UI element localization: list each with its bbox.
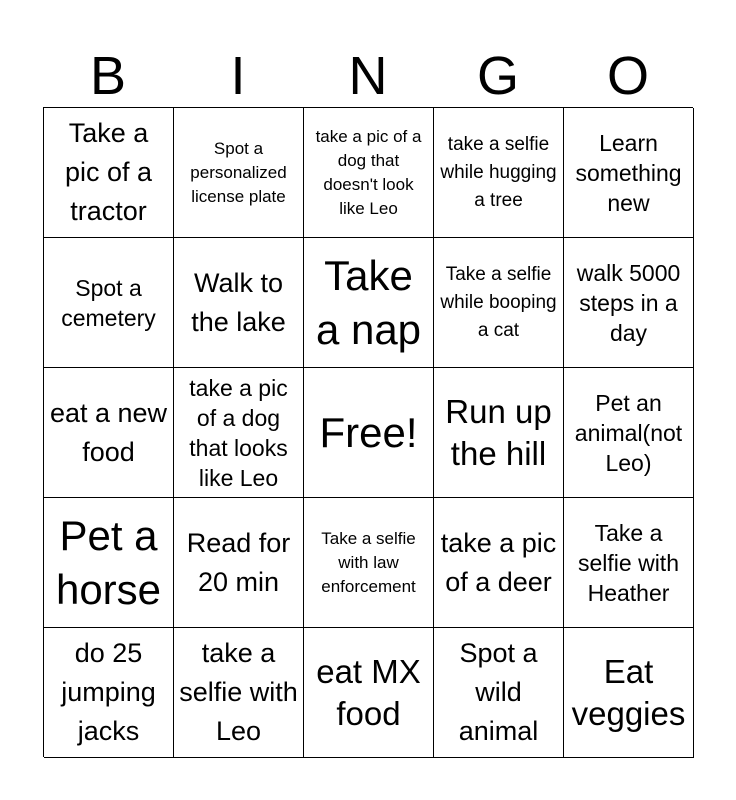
header-letter-n: N [348, 46, 388, 106]
cell-label: take a selfie with Leo [179, 638, 298, 746]
header-letter-g: G [476, 46, 519, 106]
header-letter-i: I [230, 46, 246, 106]
bingo-cell[interactable] [564, 498, 694, 628]
cell-label: Spot a wild animal [458, 638, 539, 746]
bingo-board [43, 107, 693, 757]
bingo-cell[interactable] [44, 498, 174, 628]
cell-label: Take a nap [315, 251, 422, 353]
bingo-cell[interactable] [174, 498, 304, 628]
cell-label: Take a pic of a tractor [64, 118, 153, 226]
bingo-cell[interactable] [304, 108, 434, 238]
bingo-cell[interactable] [434, 108, 564, 238]
bingo-cell[interactable] [434, 498, 564, 628]
bingo-cell[interactable] [44, 368, 174, 498]
bingo-cell[interactable] [564, 108, 694, 238]
bingo-cell[interactable] [434, 628, 564, 758]
cell-label: Pet a horse [55, 511, 162, 613]
cell-label: Walk to the lake [191, 267, 286, 337]
bingo-cell-free[interactable] [304, 368, 434, 498]
bingo-cell[interactable] [44, 628, 174, 758]
bingo-cell[interactable] [434, 368, 564, 498]
cell-label: Read for 20 min [186, 527, 291, 597]
header-letter-b: B [89, 46, 127, 106]
bingo-cell[interactable] [304, 238, 434, 368]
cell-label: Free! [319, 408, 418, 456]
bingo-cell[interactable] [44, 108, 174, 238]
cell-label: Spot a cemetery [61, 274, 156, 331]
bingo-cell[interactable] [564, 368, 694, 498]
cell-label: take a selfie while hugging a tree [440, 133, 557, 211]
cell-label: walk 5000 steps in a day [576, 259, 681, 346]
cell-label: do 25 jumping jacks [61, 638, 156, 746]
cell-label: Take a selfie with Heather [578, 519, 679, 606]
bingo-cell[interactable] [304, 628, 434, 758]
bingo-cell[interactable] [564, 628, 694, 758]
cell-label: take a pic of a dog that doesn't look like Leo [315, 126, 422, 218]
bingo-cell[interactable] [174, 108, 304, 238]
cell-label: eat a new food [49, 397, 168, 467]
bingo-cell[interactable] [304, 498, 434, 628]
cell-label: Pet an animal(not Leo) [574, 389, 683, 476]
cell-label: Run up the hill [445, 392, 552, 472]
cell-label: take a pic of a deer [440, 527, 557, 597]
bingo-header [43, 44, 693, 108]
cell-label: take a pic of a dog that looks like Leo [189, 374, 288, 491]
bingo-cell[interactable] [174, 368, 304, 498]
bingo-cell[interactable] [44, 238, 174, 368]
cell-label: Take a selfie while booping a cat [440, 263, 557, 341]
cell-label: Learn something new [575, 129, 682, 216]
bingo-cell[interactable] [564, 238, 694, 368]
cell-label: Eat veggies [571, 652, 686, 732]
bingo-cell[interactable] [434, 238, 564, 368]
cell-label: eat MX food [316, 652, 421, 732]
header-letter-o: O [606, 46, 649, 106]
bingo-cell[interactable] [174, 238, 304, 368]
cell-label: Take a selfie with law enforcement [321, 528, 416, 596]
bingo-cell[interactable] [174, 628, 304, 758]
cell-label: Spot a personalized license plate [190, 138, 287, 206]
